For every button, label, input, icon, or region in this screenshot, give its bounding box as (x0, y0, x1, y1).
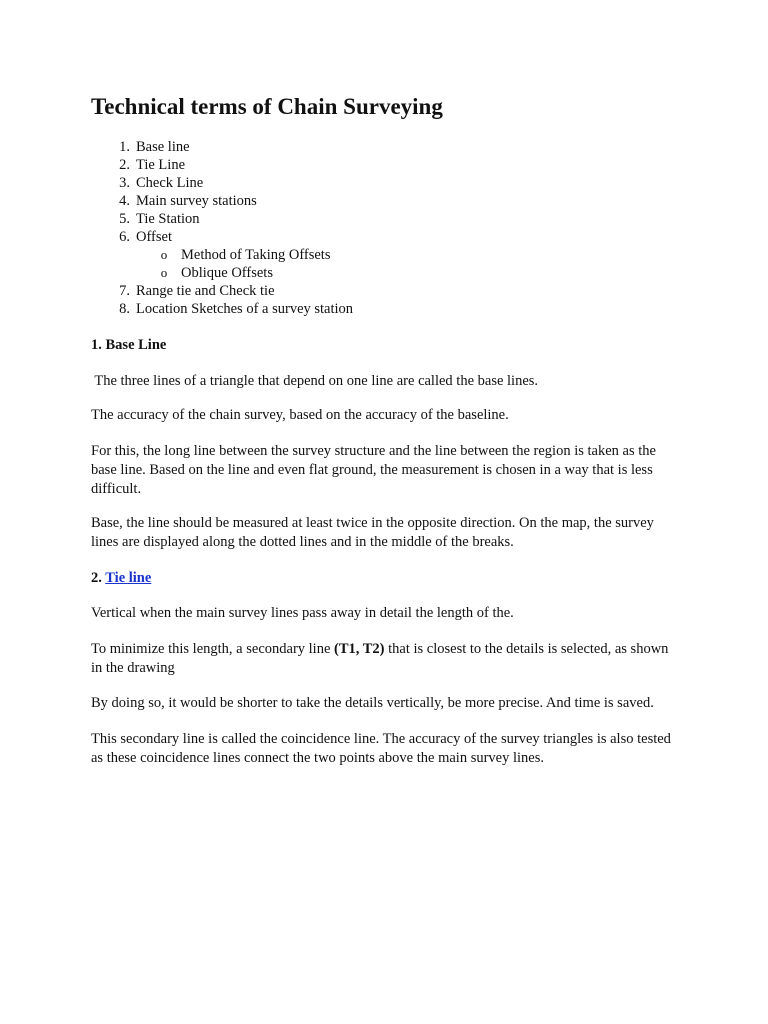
toc-item-label: Base line (136, 139, 190, 155)
paragraph: The accuracy of the chain survey, based on the accuracy of the baseline. (91, 407, 509, 423)
paragraph: For this, the long line between the survey structure and the line between the region is taken as the base line. Based on the line and even flat ground, the measurement is chosen in a way that is less difficult. (91, 443, 656, 497)
toc-item-number: 7. (119, 283, 130, 299)
bullet-icon: o (160, 247, 168, 262)
toc-item-number: 4. (119, 193, 130, 209)
toc-item-label: Offset (136, 229, 172, 245)
bullet-icon: o (160, 265, 168, 280)
toc-item (0, 156, 768, 174)
toc-item-number: 5. (119, 211, 130, 227)
toc-subitem (0, 264, 768, 282)
toc-item (0, 228, 768, 246)
toc-item-label: Tie Line (136, 157, 186, 173)
paragraph: Base, the line should be measured at least twice in the opposite direction. On the map, the survey lines are displayed along the dotted lines and in the middle of the breaks. (91, 515, 654, 550)
toc-item (0, 282, 768, 300)
toc-item-label: Check Line (136, 175, 204, 191)
toc-item-label: Tie Station (136, 211, 200, 227)
document-title: Technical terms of Chain Surveying (91, 94, 443, 119)
toc-subitem-label: Oblique Offsets (181, 265, 273, 281)
toc-subitem (0, 246, 768, 264)
toc-item-number: 1. (119, 139, 130, 155)
section-heading-tie-line (91, 569, 151, 587)
toc-item (0, 192, 768, 210)
section-number: 2. (91, 570, 106, 586)
paragraph-text: To minimize this length, a secondary line (91, 641, 335, 657)
toc-item (0, 300, 768, 318)
toc-item-number: 8. (119, 301, 130, 317)
toc-item-label: Range tie and Check tie (136, 283, 275, 299)
paragraph: By doing so, it would be shorter to take the details vertically, be more precise. And time is saved. (91, 695, 654, 711)
paragraph: This secondary line is called the coincidence line. The accuracy of the survey triangles is also tested as these coincidence lines connect the two points above the main survey lines. (91, 731, 671, 766)
bold-term: (T1, T2) (334, 641, 385, 657)
toc-item-number: 2. (119, 157, 130, 173)
paragraph-text: that is closest to the details is selected, as shown in the drawing (91, 641, 669, 676)
table-of-contents (0, 138, 768, 318)
toc-item-number: 6. (119, 229, 130, 245)
toc-item-number: 3. (119, 175, 130, 191)
toc-item-label: Location Sketches of a survey station (136, 301, 354, 317)
paragraph: The three lines of a triangle that depend on one line are called the base lines. (91, 373, 539, 389)
section-heading-base-line: 1. Base Line (91, 337, 167, 353)
paragraph (91, 640, 683, 678)
toc-item (0, 174, 768, 192)
toc-subitem-label: Method of Taking Offsets (181, 247, 331, 263)
toc-item (0, 210, 768, 228)
tie-line-link[interactable]: Tie line (105, 570, 152, 586)
paragraph: Vertical when the main survey lines pass away in detail the length of the. (91, 605, 514, 621)
toc-item-label: Main survey stations (136, 193, 257, 209)
toc-item (0, 138, 768, 156)
